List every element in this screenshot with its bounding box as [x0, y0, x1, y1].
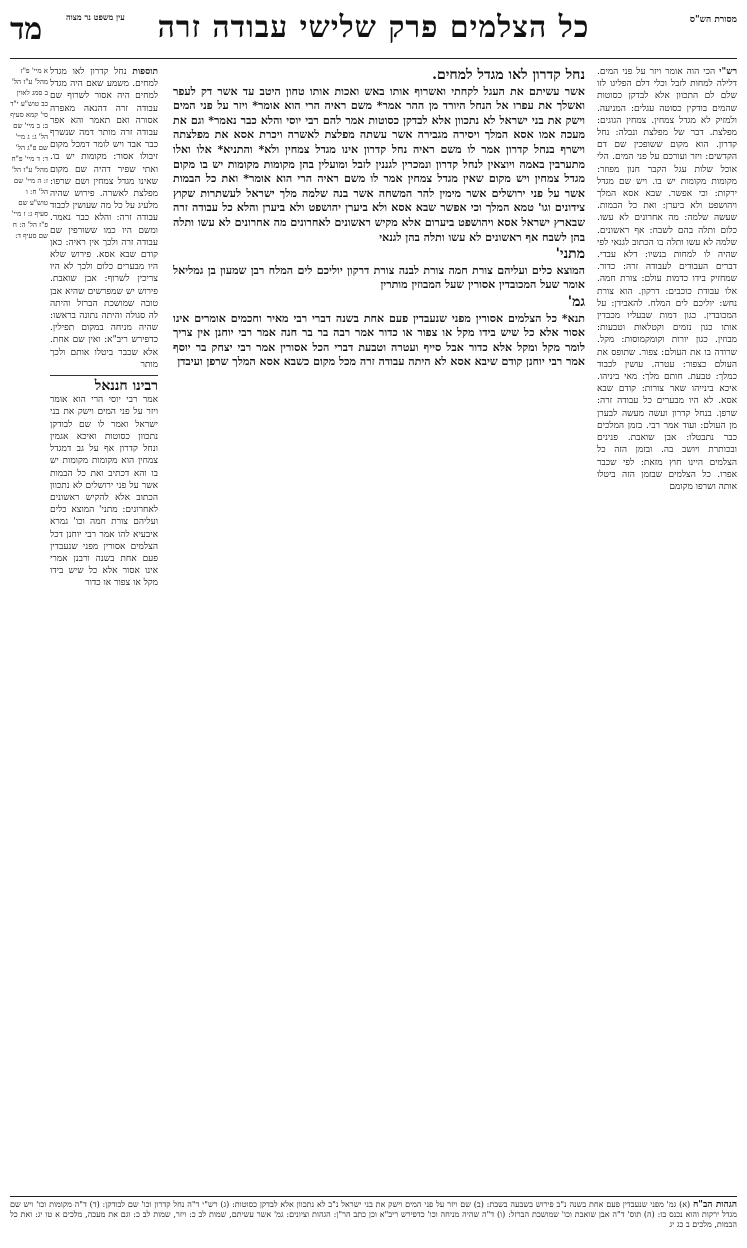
rabbeinu-chananel-text: אמר רבי יוסי הרי הוא אומר ויזר על פני המים וישק את בני ישראל ואמר לו שם לבודקן נתכוון כסוטות ואיכא אגמין ונחל קדרון אף על גב דמגדל צמחין הוא מקומות מקומות יש בו והא דכתיב ואת כל הבמות אשר על פני ירושלים לא נתכוון הכתוב אלא להקיש ראשונים לאחרונים: מתני' המוצא כלים ועליהם צורת חמה וכו' גמרא איבעיא להו אמר רבי יוחנן דכל הצלמים אסורין מפני שנעבדין פעם אחת בשנה ורבנן אמרי אינו אסור אלא כל שיש בידו מקל או צפור או כדור	[50, 395, 158, 589]
mishnah-title: מתני'	[555, 246, 585, 263]
ein-mishpat-gloss: א מיי' פ"ז מהל' ע"ז הל' ב סמג לאוין כב טוש"ע י"ד סי' קמא סעיף ב: ב מיי' שם הל' ג: ג מיי' שם פ"ג הל' ד: ד מיי' פ"ח מהל' ע"ז הל' ז: ה מיי' שם הל' ח: ו טוש"ע שם סעיף ג: ז מיי' פ"ז הל' ה: ח שם סעיף ד:	[10, 67, 48, 240]
footer-text: (א) גמ' מפני שנעבדין פעם אחת בשנה נ"ב פירוש בשבעה בשבת: (ב) שם ויזר על פני המים וישק את בני ישראל נ"ב לא נתכוון אלא לבדקן כסוטות: (ג) רש"י ד"ה נחל קדרון וכו' שם לבודקן: (ד) ד"ה מקומות וכו' ויש שם מגדל ירקות והוא נכנס בו: (ה) תוס' ד"ה אבן שואבת וכו' שמושכת הברזל: (ו) ד"ה שהיה מניחה וכו' כדפירש ריב"א וכן כתב הר"ן: הגהות וציונים: גמ' אשר עשיתם, שמות לב כ: ויזר, שמות לב כ: וגם את מעכה, מלכים א טו יג: ואת כל הבמות, מלכים ב כג יג	[10, 1200, 737, 1229]
ein-mishpat-label: עין משפט נר מצוה	[66, 12, 125, 22]
tosafot-block	[50, 66, 158, 590]
mishnah-text: המוצא כלים ועליהם צורת חמה צורת לבנה צורת דרקון יוליכם לים המלח רבן שמעון בן גמליאל אומר שעל המכובדין אסורין שעל המבוזין מותרין	[173, 263, 585, 292]
page-title: כל הצלמים פרק שלישי עבודה זרה	[157, 10, 590, 45]
gemara-main	[173, 68, 585, 370]
rashi-text: הכי הוה אומר ויזר על פני המים. דלילה למחות לזבל וכלי דלם הפליגו לזו שלם לם התכוון אלא לבדקן כסוטות שהמים בודקין כסוטה עגלים: המניעה. ולמזיק לא מגדל צמחין. צמחין הגוגים: מפלצת. דבר של מפלצת ונבלה: נחל קדרון. הוא מקום ששופכין שם דם הקדשים: ויזר ועורכם על פני המים. הלי אוכל שלות עגל הקבר חנון מפוזר: מקומות מקומות יש בו. ויש שם מגדל ירקות: וכי אפשר. שבא אסא המלך ויהושפט ולא ביערן: ואת כל הבמות. שעשה שלמה: מה אחרונים לא עשו. כלום ותלה בהם לשבח: אף ראשונים. שלמה לא עשו ותלה בו הכתוב לגנאי לפי שהיה לו למחות בנשיו: דלא עבדי. דברים העבודים לעבודה זרה: כדור. שמחזיק בידו כדמות עולם: צורת חמה. אלו עבודת כוכבים: דרקון. הוא צורת נחש: יוליכם לים המלח. להאבידן: על המכובדין. כגון דמות שבעליו מכבדין אותו כגון נזמים וקטלאות וטבעות: מבוזין. כגון יורות וקומקמוסות: מקל. שרודה בו את העולם: צפור. שתופס את העולם כצפור: עטרה. עושין לכבוד כמלך: טבעת. חותם מלך: מאי ביניהו. איכא בינייהו שאר צורות: קודם שבא אסא. לא היו מבערים כל עבודה זרה: שרפן. בנחל קדרון ועשה מעשה לבערן מן העולם: ועוד אמר רבי. בזמן המלכים כבר נתבטלו: אבן שואבת. פנינים ובכותרת ויושב בה. ובזמן הזה כל הצלמים היינו חוץ מזאת: לפי שכבר אפרו. כל הצלמים שבזמן הזה ביטלו אותה ושרפו מקומם	[597, 67, 737, 492]
rabbeinu-chananel-title: רבינו חננאל	[94, 378, 158, 395]
page-header	[10, 6, 737, 58]
footer-notes	[10, 1200, 737, 1242]
header-rule	[10, 58, 737, 59]
tosafot-title: תוספות	[132, 67, 158, 77]
page-number: מד	[10, 12, 43, 47]
footer-title: הגהות הב"ח	[692, 1200, 737, 1210]
gemara-column	[173, 66, 585, 1186]
rashi-title: רש"י	[719, 67, 737, 77]
column-divider	[50, 375, 158, 376]
masoret-hashas-label: מסורת הש"ס	[689, 15, 737, 25]
gemara-text: תנא* כל הצלמים אסורין מפני שנעבדין פעם אחת בשנה דברי רבי מאיר וחכמים אומרים אינו אסור אלא כל שיש בידו מקל או צפור או כדור אמר רבה בר בר חנה אמר רבי יוחנן אין צריך לומר מקל ומקל אלא כדור אבל סייף ועטרה וטבעת דברי הכל אסורין אמר רבי יצחק בר יוסף אמר רבי יוחנן קודם שיבא אסא לא היתה עבודה זרה מכל מקום כשבא אסא המלך שרפן ועיבדן	[173, 311, 585, 369]
tosafot-text: נחל קדרון לאו מגדל למחים. משמע שאם היה מגדל למחים היה אסור לשרוף שם עבודה זרה דהנאה מאפרה אסורה ואם תאמר והא אפר עבודה זרה מותר דמה שנשרף כבר אבד ויש לומר דמכל מקום זיבולו אסור: מקומות יש בו. ואתי שפיר דהיה שם מקום שאינו מגדל צמחין ושם שרפו: מפלצת לאשרה. פירוש שהיה מלעיג על כל מה שעושין לכבוד עבודה זרה: והלא כבר נאמר. ומשם היו כמו ששורפין שם עבודה זרה ולכך אין ראיה: כאן קודם שבא אסא. פירוש שלא היו מבערים כלום ולכך לא היו צריכין לשרוף: אבן שואבת. פירוש יש שמפרשים שהיא אבן טובה שמושכת הברזל והיתה לה סגולה והיתה נתונה בראשו: שהיה מניחה במקום תפילין. כדפירש ריב"א: ואין שם אחת. אלא שכבר ביטלו אותם ולכך מותר	[50, 67, 158, 370]
gemara-title: גמ'	[567, 293, 585, 310]
gemara-main-text: אשר עשיתם את העגל לקחתי ואשרוף אותו באש ואכות אותו טחון היטב עד אשר דק לעפר ואשלך את עפרו אל הנחל היורד מן ההר אמר* משם ראיה הרי הוא אומר* ויזר על פני המים וישק את בני ישראל לא נתכוון אלא לבדקן כסוטות אמר להם רבי יוסי והלא כבר נאמר* וגם את מעכה אמו אסא המלך ויסירה מגבירה אשר עשתה מפלצת לאשרה ויכרת אסא את מפלצתה וישרף בנחל קדרון אמר לו משם ראיה נחל קדרון אינו מגדל צמחין ולא* והתניא* אלו ואלו מתערבין באמה ויוצאין לנחל קדרון ונמכרין לגננין לזבל ומועלין בהן מקומות מקומות יש בו מקום מגדל צמחין ויש מקום שאין מגדל צמחין אמר לו משם ראיה הרי הוא אומר* ואת כל הבמות אשר על פני ירושלים אשר מימין להר המשחה אשר בנה שלמה מלך ישראל לעשתרות שקוץ צידונים וגו' טמא המלך וכי אפשר שבא אסא ולא ביערן יהושפט ולא ביערן והלא כל עבודה זרה שבארץ ישראל אסא ויהושפט ביערום אלא מקיש ראשונים לאחרונים מה אחרונים לא עשו ותלה בהן לשבח אף ראשונים לא עשו ותלה בהן לגנאי	[173, 84, 585, 244]
footer-rule	[10, 1196, 737, 1197]
rashi-column	[597, 66, 737, 1196]
gemara-opening: נחל קדרון לאו מגדל למחים.	[432, 67, 585, 83]
